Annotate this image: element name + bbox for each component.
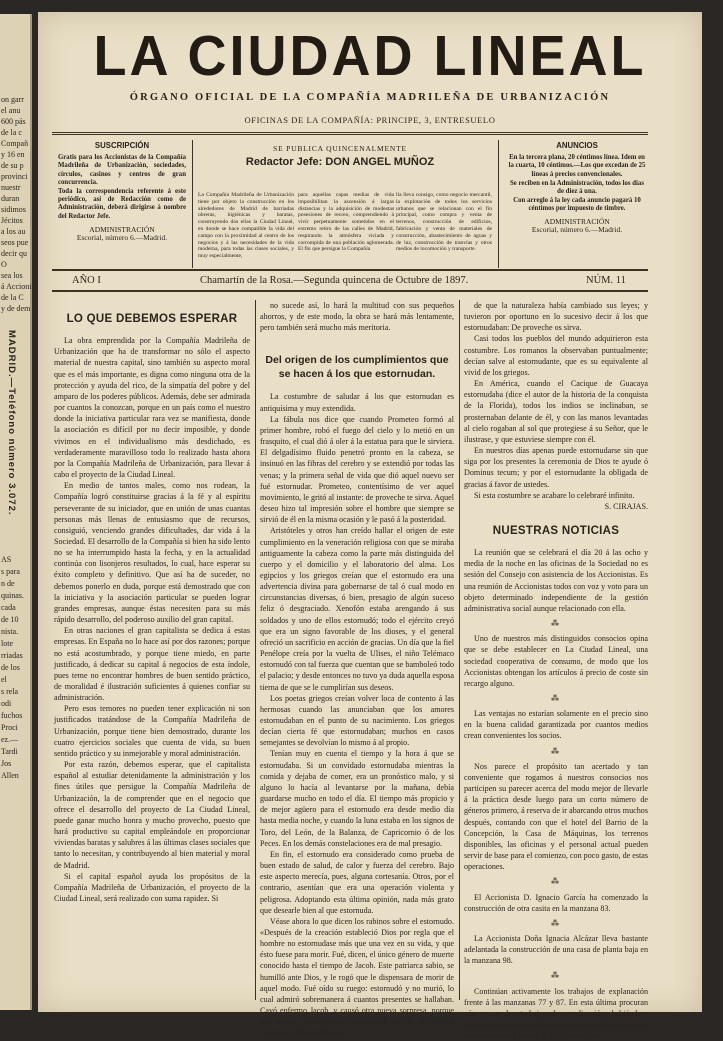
article-2-paragraph: Los poetas griegos creían volver loca de contento á las hermosas cuando las anunciaban que los amores estornudaban en el punto de su nacimiento. Los griegos decían cierta fé que estornudaban; muchos en casos semejantes se devolvían lo mismo á al propio. — [260, 693, 454, 748]
adjacent-page-text: O — [1, 260, 7, 269]
article-1-paragraph: Por esta razón, debemos esperar, que el capitalista español al estudiar detenidamente la administración y los fines útiles que persigue la Compañía Madrileña de Urbanización, la de comprender que en el negocio que ofrece el desarrollo del proyecto de La Ciudad Lineal, puede ganar mucho honra y mucho provecho, puesto que hará productivo su capital empleándole en proporcionar viviendas baratas y salubres á las últimas clases sociales que tanto lo necesitan, y contribuyendo al bien material y moral de Madrid. — [54, 760, 250, 870]
article-2-cont-paragraph: de que la naturaleza había cambiado sus leyes; y tuvieron por oportuno en lo sucesivo decir á los que estornudaban: De proveche os sirva. — [464, 301, 648, 333]
center-header — [188, 144, 492, 168]
subscription-admin-address: Escorial, número 6.—Madrid. — [76, 233, 168, 243]
adjacent-page-text: duran — [1, 194, 20, 203]
adjacent-page-text: el — [1, 675, 7, 684]
adjacent-page-text: 600 pás — [1, 117, 26, 126]
news-item-paragraph: El Accionista D. Ignacio García ha comenzado la construcción de otra casita en la manzana 83. — [464, 892, 648, 913]
company-purpose-col-3: lla lleva consigo, como negocio mercantil, la explotación de todos los servicios urbanos que se relacionan con el fin principal, como compra y venta de terrenos, construcción de edificios, fabricación y venta de materiales de construcción, abastecimiento de aguas y de luz, construcción de tranvías y otros medios de locomoción y transporte. — [396, 192, 492, 253]
adjacent-page-text: on garr — [1, 95, 24, 104]
adjacent-page-text: Proci — [1, 723, 18, 732]
column-2 — [260, 300, 454, 1039]
adjacent-page-text: provinci — [1, 172, 28, 181]
article-1-paragraph: En medio de tantos males, como nos rodean, la Compañía logró constituirse gracias á la fé y al espíritu perseverante de su iniciador, que en unión de unas cuantas personas más llenas de entusiasmo que de recursos, consiguió, venciendo grandes dificultades, dar vida á la Sociedad. El desarrollo de la Compañía si bien ha sido lento no se ha interrumpido hasta la fecha, y en la actualidad continúa con lisonjeros resultados, lo cual, hace esperar su éxito completo y definitivo. Que así ha de suceder, no debemos ponerlo en duda, porque está demostrado que con la iniciativa y la asociación particular se pueden lograr grandes empresas, aunque éstas necesiten para su más rápido desarrollo, del poderoso auxilio del gran capital. — [54, 481, 250, 625]
article-1-paragraph: La obra emprendida por la Compañía Madrileña de Urbanización que ha de transformar no sólo el aspecto material de nuestra capital, sino también su aspecto moral que es el más importante, es digna como ninguna otra de la protección y ayuda del rico, de la simpatía del pobre y del amparo de los poderes públicos. Además, debe ser admirada por cuantos la conozcan, porque en un país como el nuestro donde la iniciativa particular rara vez se manifiesta, donde la asociación es difícil por no decir imposible, y donde vivimos en el individualismo más desdichado, es verdaderamente maravilloso todo lo realizado hasta ahora por la Compañía Madrileña de Urbanización, para llevar á cabo el proyecto de la Ciudad Lineal. — [54, 336, 250, 480]
adjacent-page-text: de la C — [1, 293, 24, 302]
article-signature: S. CIRAJAS. — [604, 501, 648, 511]
column-1 — [54, 300, 250, 904]
article-heading-origen-cumplimientos: Del origen de los cumplimientos que se hacen á los que estornudan. — [265, 354, 449, 381]
article-heading-lo-que-debemos-esperar: LO QUE DEBEMOS ESPERAR — [66, 313, 238, 325]
adjacent-page-text: decir qu — [1, 249, 27, 258]
issue-number: NÚM. 11 — [586, 275, 626, 286]
article-2-paragraph: Véase ahora lo que dicen los rabinos sobre el estornudo. «Después de la creación estableció Dios por regla que el hombre no estornudase más que una vez en su vida, y que ésto fuese para morir. Fué, dicen, el único género de muerte conocido hasta el tiempo de Jacob. Este patriarca sabio, se humilló ante Dios, y le rogó que le dispensara de morir de aquel modo. Fué oído su ruego: estornudó y no murió, lo cual admiró sobremanera á cuantos presentes se hallaban. Cayó enfermo Jacob, y causó otra nueva sorpresa, porque aún no se conocía más enfermedad que la del mortal estornudo. Ya no dudaron — [260, 916, 454, 1038]
adjacent-page-text: y 16 en — [1, 150, 25, 159]
column-2-intro: no sucede así, lo hará la multitud con sus pequeños ahorros, y de este modo, la obra se hará más lentamente, pero también será mucho más meritoria. — [260, 301, 454, 333]
dateline — [52, 272, 648, 290]
column-1-body — [54, 335, 250, 904]
adjacent-page-text: Allen — [1, 771, 19, 780]
adjacent-page-text: AS — [1, 555, 12, 564]
volume-year: AÑO I — [72, 275, 101, 286]
article-2-paragraph: La fábula nos dice que cuando Prometeo formó al primer hombre, robó el fuego del cielo y lo metió en un frasquito, el cual dió á oler á la estatua para que le sirviera. El delgadísimo fluido penetró pronto en la cabeza, se insinuó en las fibras del cerebro y se extendió por todas las venas; y la primera señal de vida que dió aquel nuevo ser fué estornudar. Prometeo, contentísimo de ver aquel movimiento, le gritó al instante: de proveche te sirva. Aquel deseo hizo tal impresión sobre el hombre que siempre se sirvió de él en la misma ocasión y le pasó á la posteridad. — [260, 414, 454, 525]
adjacent-page-text: el anu — [1, 106, 21, 115]
adjacent-page-text: de los — [1, 663, 20, 672]
column-3-body-top — [464, 300, 648, 501]
subscription-text-2: Toda la correspondencia referente á este periódico, así de Redacción como de Administración, deberá dirigirse á nombre del Redactor Jefe. — [58, 188, 186, 220]
news-list — [464, 547, 648, 1041]
rule-top-2 — [52, 134, 648, 135]
rule-dateline-top — [52, 269, 648, 271]
adjacent-page-text: fuchos — [1, 711, 23, 720]
section-divider-stars: ⁂ — [551, 694, 561, 703]
announcements-heading: ANUNCIOS — [556, 141, 598, 150]
company-purpose-col-1: La Compañía Madrileña de Urbanización tiene por objeto la construcción en los alrededores de Madrid de barriadas obreras, higiénicas y baratas, construyendo dos ellas la Ciudad Lineal, en donde se hace compatible la vida del campo con la proximidad al centro de los negocios y á las necesidades de la vida moderna, para todas las clases sociales, y muy especialmente, — [198, 192, 294, 260]
adjacent-page-text: de su p — [1, 161, 24, 170]
adjacent-page-text: Jécitos — [1, 216, 23, 225]
news-item-paragraph: Uno de nuestros más distinguidos consocios opina que se debe establecer en La Ciudad Lineal, una sociedad cooperativa de consumo, de modo que los Accionistas obtengan los artículos á precio de coste sin recargo alguno. — [464, 634, 648, 688]
section-divider-stars: ⁂ — [551, 877, 561, 887]
rule-top — [52, 132, 648, 133]
article-1-paragraph: Pero esos temores no pueden tener explicación ni son justificados tratándose de la Compañía Madrileña de Urbanización, porque tiene bien demostrado, durante los cuatro ejercicios sociales que cuenta de vida, su buen sentido práctico y su inmejorable y moral administración. — [54, 704, 250, 758]
publication-frequency: SE PUBLICA QUINCENALMENTE — [273, 144, 407, 153]
announcements-box — [506, 142, 648, 266]
adjacent-page-text: Tardi — [1, 747, 18, 756]
adjacent-page-text: odi — [1, 699, 12, 708]
adjacent-page-text: n de — [1, 579, 15, 588]
adjacent-page-text: quinas. — [1, 591, 24, 600]
article-2-paragraph: Tenían muy en cuenta el tiempo y la hora á que se estornudaba. Si un convidado estornudaba mientras la comida y dejaba de comer, era un pronóstico malo, y si alguno lo hacía al levantarse por la mañana, debía guardarse mucho en todo el día. El tiempo más propicio y de mejor agüero para el estornudo era desde medio día hasta media noche, y cuando la luna estaba en los signos de Toro, del León, de la Balanza, de Capricornio ó de los Peces. En los demás constelaciones era de mal presagio. — [260, 749, 454, 848]
newspaper-page — [38, 12, 702, 1041]
column-rule-1 — [255, 300, 256, 1000]
subscription-admin-label: ADMINISTRACIÓN — [89, 224, 155, 234]
adjacent-page-text: s para — [1, 567, 20, 576]
newspaper-subtitle: ÓRGANO OFICIAL DE LA COMPAÑÍA MADRILEÑA DE URBANIZACIÓN — [129, 92, 611, 103]
news-item-paragraph: Continúan activamente los trabajos de explanación frente á las manzanas 77 y 87. En esta última procuran aún cruzar los trabajos de canalización, habiéndose demostrado ya prácticamente que el agua llega á puntos más altos que el Barrio de la Concepción. — [464, 986, 648, 1041]
rule-vertical-2 — [498, 140, 499, 268]
adjacent-page-text: cada — [1, 603, 16, 612]
news-item-paragraph: La reunión que se celebrará el día 20 á las ocho y media de la noche en las oficinas de la Sociedad no es sesión del Consejo con asistencia de los Accionistas. Es una reunión de Accionistas todos con voz y voto para un objeto determinado independiente de la gestión administrativa social aunque relacionado con ella. — [464, 548, 648, 613]
masthead — [38, 26, 702, 86]
article-2-paragraph: Aristóteles y otros han creído hallar el origen de este cumplimiento en la veneración religiosa con que se miraba antiguamente la cabeza como la parte más distinguida del cuerpo y el domicilio y el laboratorio del alma. Los egipcios y los griegos creían que el estornudo era una advertencia divina para gobernarse de tal ó cual modo en circunstancias diversas, ó bien, presagio de algún suceso feliz ó desgraciado. Xenofón estaba arengando á sus soldados y uno de ellos estornudó; todo el ejército creyó que era un signo favorable de los dioses, y el general ofreció un sacrificio en acción de gracias. Un día que la fiel Penélope creía por la vuelta de Ulises, el niño Telémaco estornudó con tal fuerza que cuentan que se bamboleó todo el palacio; y desde entonces no tuvo ya duda aquella esposa tierna de que se le cumplirían sus deseos. — [260, 526, 454, 692]
adjacent-page-text: de 10 — [1, 615, 19, 624]
announcements-text-1: En la tercera plana, 20 céntimos línea. Idem en la cuarta, 10 céntimos.—Los que excedan de 25 líneas á precios convencionales. — [508, 154, 646, 178]
news-item-paragraph: Las ventajas no estarían solamente en el precio sino en la buena calidad garantizada por cuantos medios crean convenientes los socios. — [464, 709, 648, 741]
telephone-ad: MADRID.—Teléfono número 3.072. — [6, 330, 17, 516]
newspaper-title: LA CIUDAD LINEAL — [93, 24, 647, 88]
section-divider-stars: ⁂ — [551, 619, 561, 629]
news-item-paragraph: Nos parece el propósito tan acertado y tan conveniente que rogamos á nuestros consocios nos participen su parecer acerca del modo mejor de llevarle á la práctica desde luego para un corto número de géneros primero, á reserva de ir abarcando otros muchos después, contando con que el hotel del Barrio de la Concepción, la Casa de Máquinas, los terrenos disponibles, las oficinas y el personal actual pueden servir de base para el comienzo, con poco gasto, de estas operaciones. — [464, 761, 648, 872]
subscription-text-1: Gratis para los Accionistas de la Compañía Madrileña de Urbanización, sociedades, círculos, casinos y centros de gran concurrencia. — [58, 154, 186, 186]
adjacent-page-text: Compañ — [1, 139, 29, 148]
section-divider-stars: ⁂ — [551, 746, 561, 756]
column-3 — [464, 300, 648, 1041]
company-purpose-col-2: para aquellas capas medias de vida imposibilitan la ascensión á largas distancias y la adquisición de modestas posesiones de recreo, comprendiendo á vivir perpetuamente sometidos en el extremo retiro de las calles de Madrid, respirando la atmósfera viciada y corrompida de una población aglomerada. El fin que persigue la Compañía — [298, 192, 394, 253]
announcements-admin-label: ADMINISTRACIÓN — [544, 216, 610, 226]
article-2-paragraph: En fin, el estornudo era considerado como prueba de buen estado de salud, de calor y fuerza del cerebro. Bajo este aspecto merecía, pues, alguna cortesanía. Otros, por el contrario, asentían que era una operación violenta y peligrosa. Adoptando esta última opinión, nada más grato que desearle bien al que estornuda. — [260, 849, 454, 915]
adjacent-page-text: seos pue — [1, 238, 29, 247]
article-1-paragraph: Si el capital español ayuda los propósitos de la Compañía Madrileña de Urbanización, el proyecto de la Ciudad Lineal, será realizado con suma rapidez. Si — [54, 871, 250, 903]
adjacent-page-text: ez.— — [1, 735, 19, 744]
adjacent-page-text: a los au — [1, 227, 26, 236]
subscription-box — [58, 142, 186, 266]
adjacent-page-vertical-ad — [0, 14, 30, 1010]
news-item-paragraph: La Accionista Doña Ignacia Alcázar lleva bastante adelantada la construcción de una casa de planta baja en la manzana 98. — [464, 933, 648, 966]
adjacent-page-text: á Accioni — [1, 282, 32, 291]
issue-date: Chamartín de la Rosa.—Segunda quincena de Octubre de 1897. — [200, 275, 469, 286]
section-heading-nuestras-noticias: NUESTRAS NOTICIAS — [492, 524, 620, 537]
section-divider-stars: ⁂ — [551, 918, 561, 928]
adjacent-page-text: lote — [1, 639, 13, 648]
adjacent-page-text: Jos — [1, 759, 12, 768]
article-2-paragraph: La costumbre de saludar á los que estornudan es antiquísima y muy extendida. — [260, 392, 454, 413]
announcements-text-3: Con arreglo á la ley cada anuncio pagará 10 céntimos por impuesto de timbre. — [513, 197, 641, 213]
column-2-body — [260, 391, 454, 1038]
section-divider-stars: ⁂ — [551, 971, 561, 981]
offices-line: OFICINAS DE LA COMPAÑÍA: PRINCIPE, 3, ENTRESUELO — [244, 115, 496, 125]
adjacent-page-text: rriadas — [1, 651, 23, 660]
article-2-cont-paragraph: En América, cuando el Cacique de Guacaya estornudaba (dice el autor de la historia de la conquista de la Florida), todos los indios se inclinaban, se prosternaban delante de él, y con las manos levantadas al cielo rogaban al sol que protegiese á su Señor, que le ilustrase, y que estuviese siempre con él. — [464, 379, 648, 444]
article-2-cont-paragraph: Casi todos los pueblos del mundo adquirieron esta costumbre. Los romanos la observaban puntualmente; decían salve al estornudante, que es su equivalente al vivid de los griegos. — [464, 334, 648, 377]
announcements-admin-address: Escorial, número 6.—Madrid. — [531, 224, 623, 234]
column-rule-2 — [459, 300, 460, 1000]
rule-dateline-bottom — [52, 290, 648, 292]
announcements-text-2: Se reciben en la Administración, todos los días de diez á una. — [510, 179, 644, 196]
adjacent-page-text: nuestr — [1, 183, 21, 192]
adjacent-page-text: s rela — [1, 687, 19, 696]
adjacent-page-text: de la c — [1, 128, 22, 137]
adjacent-page-text: y de dem — [1, 304, 31, 313]
adjacent-page-text: sea los — [1, 271, 23, 280]
editor-line: Redactor Jefe: DON ANGEL MUÑOZ — [245, 156, 435, 168]
article-1-paragraph: En otras naciones el gran capitalista se dedica á estas empresas. En España no lo hace así por dos razones; porque no está acostumbrado, y porque tiene miedo, en parte justificado, á dedicar su capital á negocios de esta índole, pues teme no encontrar hombres de buen sentido práctico, de moralidad é ilustración suficientes á quienes confiar su administración. — [54, 626, 250, 703]
article-2-cont-paragraph: Si esta costumbre se acabare lo celebraré infinito. — [474, 490, 635, 500]
adjacent-page-text: nista. — [1, 627, 19, 636]
article-2-cont-paragraph: En nuestros días apenas puede estornudarse sin que siga por los presentes la ceremonia de Dios te ayude ó Dominus tecum; y por el estornudante la obligada de gracias á favor de ustedes. — [464, 446, 648, 489]
subscription-heading: SUSCRIPCIÓN — [94, 141, 150, 150]
adjacent-page-text: sidimos — [1, 205, 26, 214]
